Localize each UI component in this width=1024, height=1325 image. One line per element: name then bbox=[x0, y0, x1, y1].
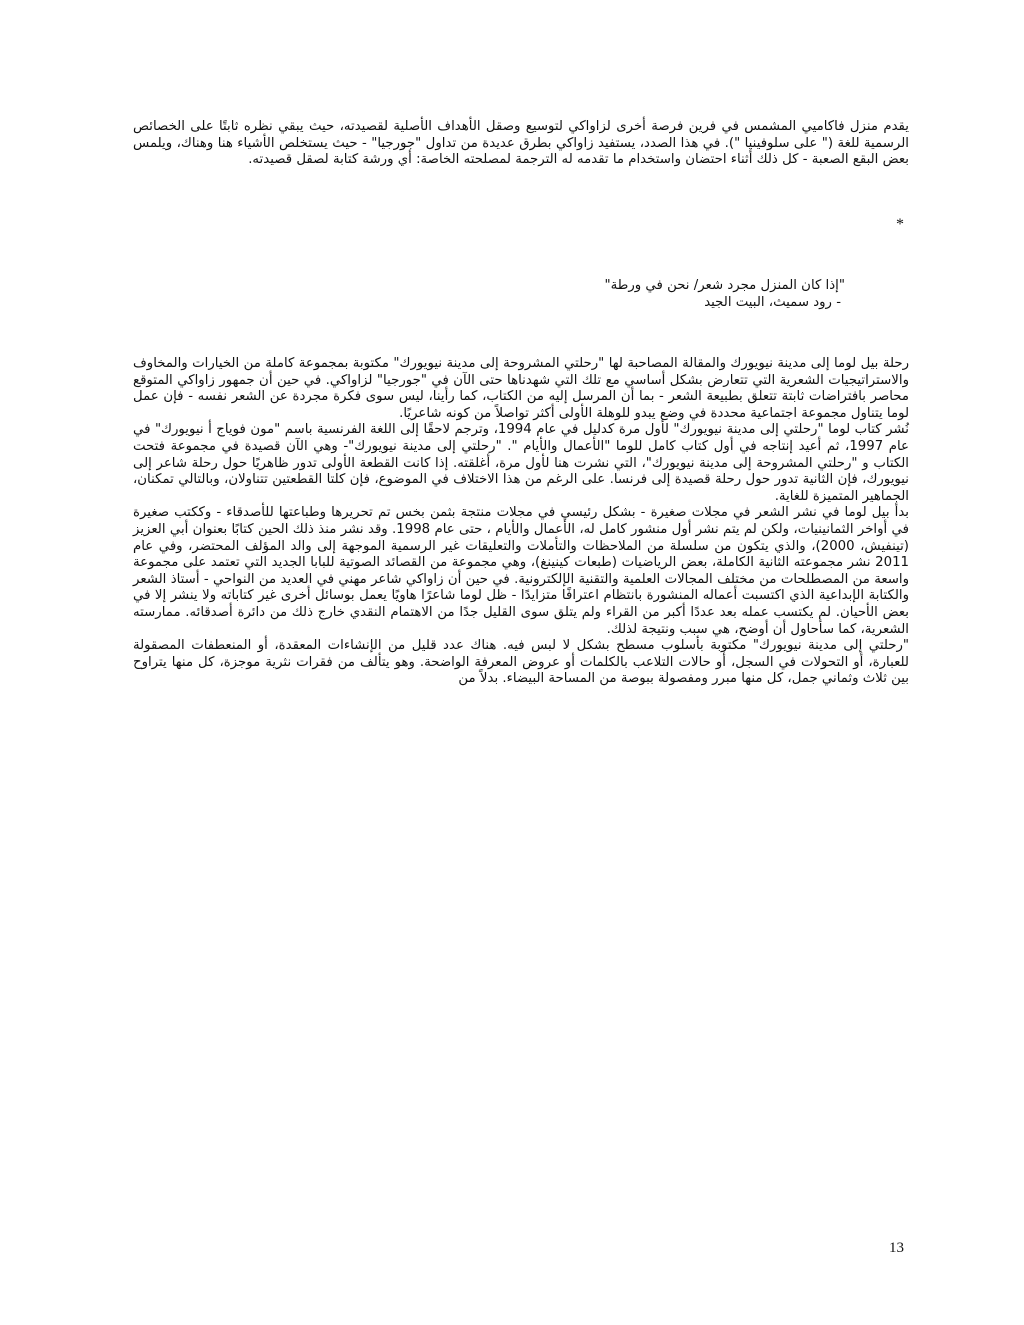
epigraph bbox=[560, 277, 845, 311]
body-paragraph: "رحلتي إلى مدينة نيويورك" مكتوبة بأسلوب مسطح بشكل لا لبس فيه. هناك عدد قليل من الإنشاءات المعقدة، أو المنعطفات المصقولة للعبارة، أو التحولات في السجل، أو حالات التلاعب بالكلمات أو عروض المعرفة الواضحة. وهو يتألف من فقرات نثرية موجزة، كل منها يتراوح بين ثلاث وثماني جمل، كل منها مبرر ومفصولة ببوصة من المساحة البيضاء. بدلاً من bbox=[133, 638, 909, 687]
body-paragraph: بدأ بيل لوما في نشر الشعر في مجلات صغيرة - بشكل رئيسي في مجلات منتجة بثمن بخس تم تحريرها وطباعتها للأصدقاء - وككتب صغيرة في أواخر الثمانينيات، ولكن لم يتم نشر أول منشور كامل له، الأعمال والأيام ، حتى عام 1998. وقد نشر منذ ذلك الحين كتابًا بعنوان أبي العزيز (تينفيش، 2000)، والذي يتكون من سلسلة من الملاحظات والتأملات والتعليقات غير الرسمية الموجهة إلى والد المؤلف المحتضر، وفي عام 2011 نشر مجموعته الثانية الكاملة، بعض الرياضيات (طبعات كينينغ)، وهي مجموعة من القصائد الصوتية للبابا الجديد التي تعتمد على مجموعة واسعة من المصطلحات من مختلف المجالات العلمية والتقنية الإلكترونية. في حين أن زاواكي شاعر مهني في العديد من النواحي - أستاذ الشعر والكتابة الإبداعية الذي اكتسبت أعماله المنشورة بانتظام اعترافًا متزايدًا - ظل لوما شاعرًا هاويًا يعمل بوسائل أخرى غير كتاباته ولا ينشر إلا في بعض الأحيان. لم يكتسب عمله بعد عددًا أكبر من القراء ولم يتلق سوى القليل جدًا من الاهتمام النقدي خارج ذلك من دائرة أصدقائه. ممارسته الشعرية، كما سأحاول أن أوضح، هي سبب ونتيجة لذلك. bbox=[133, 505, 909, 637]
section-separator: * bbox=[896, 216, 904, 233]
page-number: 13 bbox=[889, 1240, 904, 1256]
epigraph-attribution: - رود سميث، البيت الجيد bbox=[704, 295, 841, 310]
epigraph-quote: "إذا كان المنزل مجرد شعر/ نحن في ورطة" bbox=[604, 278, 845, 293]
body-paragraph: رحلة بيل لوما إلى مدينة نيويورك والمقالة المصاحبة لها "رحلتي المشروحة إلى مدينة نيويورك" مكتوبة بمجموعة كاملة من الخيارات والمخاوف والاستراتيجيات الشعرية التي تتعارض بشكل أساسي مع تلك التي شهدناها حتى الآن في "جورجيا" لزاواكي. في حين أن جمهور زاواكي المتوقع محاصر بافتراضات ثابتة تتعلق بطبيعة الشعر - بما أن المرسل إليه من الكتاب، كما رأينا، ليس سوى فكرة مجردة عن الشعر نفسه - فإن عمل لوما يتناول مجموعة اجتماعية محددة في وضع يبدو للوهلة الأولى أكثر تواصلاً من كونه شاعريًا. bbox=[133, 356, 909, 421]
intro-paragraph: يقدم منزل فاكاميي المشمس في فرين فرصة أخرى لزاواكي لتوسيع وصقل الأهداف الأصلية لقصيدته، حيث يبقي نظره ثابتًا على الخصائص الرسمية للغة (" على سلوفينيا "). في هذا الصدد، يستفيد زاواكي بطرق عديدة من تداول "جورجيا" - حيث يستخلص الأشياء هنا وهناك، ويلمس بعض البقع الصعبة - كل ذلك أثناء احتضان واستخدام ما تقدمه له الترجمة لمصلحته الخاصة: أي ورشة كتابة لصقل قصيدته. bbox=[133, 119, 909, 168]
body-text bbox=[133, 356, 909, 688]
body-paragraph: نُشر كتاب لوما "رحلتي إلى مدينة نيويورك" لأول مرة كدليل في عام 1994، وترجم لاحقًا إلى اللغة الفرنسية باسم "مون فوياج أ نيويورك" في عام 1997، ثم أعيد إنتاجه في أول كتاب كامل للوما "الأعمال والأيام ". "رحلتي إلى مدينة نيويورك"- وهي الآن قصيدة في مجموعة فتحت الكتاب و "رحلتي المشروحة إلى مدينة نيويورك"، التي نشرت هنا لأول مرة، أغلقته. إذا كانت القطعة الأولى تدور ظاهريًا حول رحلة شاعر إلى نيويورك، فإن الثانية تدور حول رحلة قصيدة إلى فرنسا. على الرغم من هذا الاختلاف في الموضوع، فإن كلتا القطعتين تتناولان، وبالتالي تمكنان، الجماهير المتميزة للغاية. bbox=[133, 422, 909, 504]
